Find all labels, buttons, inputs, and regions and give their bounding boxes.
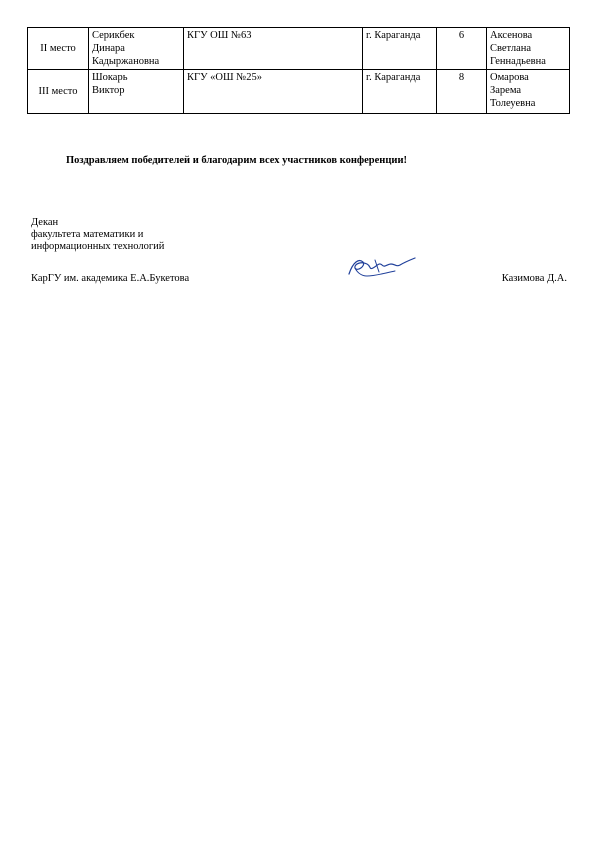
university-name: КарГУ им. академика Е.А.Букетова [31, 273, 190, 284]
teacher-name-line: Аксенова [490, 30, 533, 41]
table-row [28, 70, 570, 114]
teacher-name-line: Омарова [490, 72, 529, 83]
grade-cell: 6 [437, 28, 487, 70]
dean-title-line: информационных технологий [31, 241, 165, 252]
school-cell: КГУ «ОШ №25» [184, 70, 363, 114]
school-cell: КГУ ОШ №63 [184, 28, 363, 70]
student-name-line: Шокарь [92, 72, 128, 83]
city-cell: г. Караганда [363, 70, 437, 114]
table-row [28, 28, 570, 70]
city-cell: г. Караганда [363, 28, 437, 70]
student-name-line: Кадыржановна [92, 56, 160, 67]
place-cell: III место [28, 70, 89, 114]
dean-title-line: факультета математики и [31, 229, 144, 240]
teacher-name-line: Толеуевна [490, 98, 536, 109]
teacher-cell [487, 70, 570, 114]
teacher-cell [487, 28, 570, 70]
student-cell [89, 70, 184, 114]
dean-title-line: Декан [31, 217, 59, 228]
student-name-line: Серикбек [92, 30, 135, 41]
handwritten-signature-icon [345, 252, 421, 280]
teacher-name-line: Светлана [490, 43, 532, 54]
student-name-line: Виктор [92, 85, 125, 96]
student-name-line: Динара [92, 43, 125, 54]
student-cell [89, 28, 184, 70]
grade-cell: 8 [437, 70, 487, 114]
teacher-name-line: Геннадьевна [490, 56, 546, 67]
place-cell: II место [28, 28, 89, 70]
congratulations-text: Поздравляем победителей и благодарим всех участников конференции! [66, 155, 407, 166]
teacher-name-line: Зарема [490, 85, 522, 96]
dean-name: Казимова Д.А. [501, 273, 567, 284]
results-table [27, 27, 570, 114]
dean-title-block [31, 217, 164, 253]
